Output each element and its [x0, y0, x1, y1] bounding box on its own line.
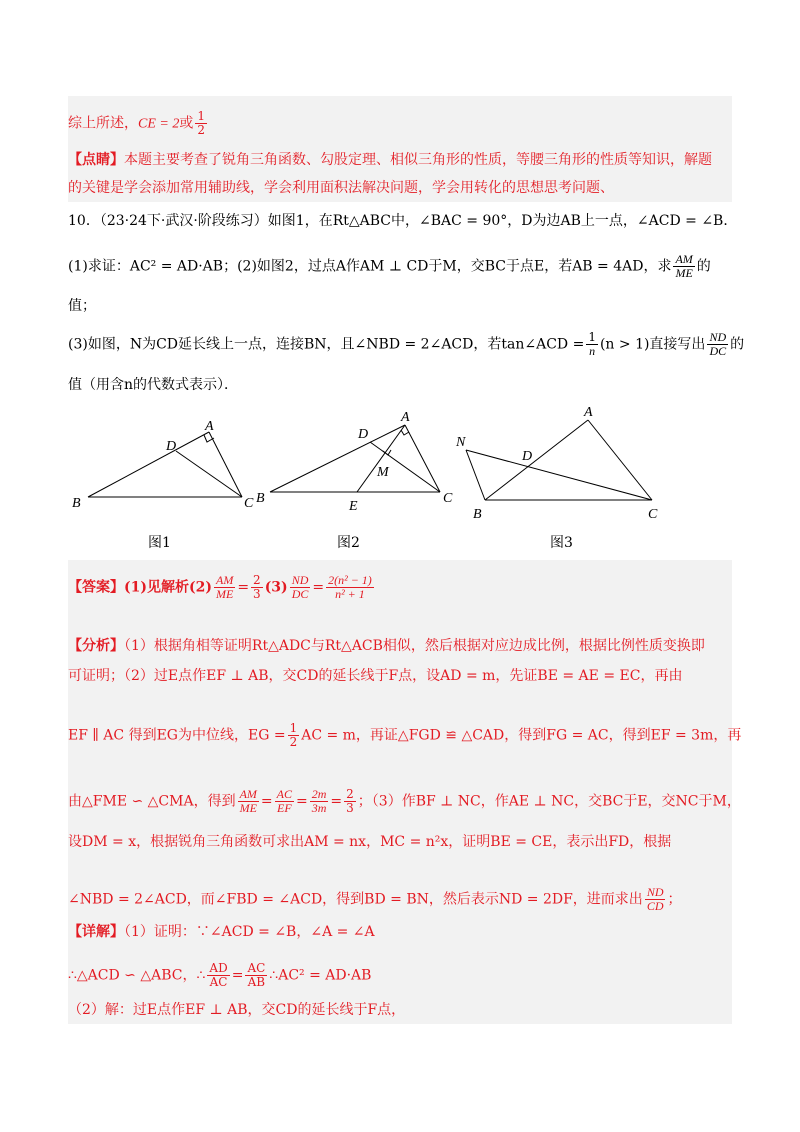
fig1-side-ac: [209, 432, 242, 497]
detail-line-1: 【详解】（1）证明：∵∠ACD = ∠B，∠A = ∠A: [68, 924, 375, 940]
fig1-caption: 图1: [148, 535, 171, 551]
fig3-label-c: C: [648, 507, 658, 522]
analysis-tag: 【分析】: [68, 638, 124, 654]
figure-3: [466, 420, 652, 500]
fig1-label-a: A: [205, 419, 214, 434]
fig1-label-c: C: [244, 496, 254, 511]
problem-line-3: 值；: [68, 298, 96, 314]
detail-line-2: ∴△ACD ∽ △ABC，∴ $\frac{AD}{AC}$ = $\frac{AC}{AB}$ ∴AC² = AD·AB: [68, 961, 372, 989]
fig2-label-e: E: [349, 499, 358, 514]
fig2-side-ac: [405, 425, 440, 492]
fig2-label-c: C: [443, 491, 453, 506]
dianjing-line-1: 【点睛】本题主要考查了锐角三角函数、勾股定理、相似三角形的性质，等腰三角形的性质等知识，解题: [68, 152, 712, 168]
fig3-caption: 图3: [550, 535, 573, 551]
fraction-1-n: $\frac{1}{n}$: [588, 330, 596, 358]
fraction-one-half: $\frac{1}{2}$: [197, 109, 205, 137]
fig3-label-n: N: [456, 435, 466, 450]
figure-2: [270, 425, 440, 492]
dianjing-tag: 【点睛】: [68, 152, 124, 168]
problem-line-2: (1)求证：AC² = AD·AB；(2)如图2，过点A作AM ⊥ CD于M，交BC于点E，若AB = 4AD，求 $\frac{AM}{ME}$ 的: [68, 252, 711, 280]
figure-1: [88, 432, 242, 497]
geometry-figures: [0, 400, 800, 530]
fig3-side-ba: [485, 420, 588, 500]
fig3-label-d: D: [522, 449, 533, 464]
answer-tag: 【答案】: [68, 579, 124, 596]
fig3-segment-nb: [466, 450, 485, 500]
answer-line: 【答案】(1)见解析(2) $\frac{AM}{ME}$ = $\frac{2}{3}$ (3) $\frac{ND}{DC}$ = $\frac{\text{2(n² − 1)}}{\text{n² + 1}}$: [68, 573, 372, 601]
fig2-side-ba: [270, 425, 405, 492]
fig2-label-b: B: [256, 491, 265, 506]
fig3-label-b: B: [473, 507, 482, 522]
dianjing-line-2: 的关键是学会添加常用辅助线，学会利用面积法解决问题，学会用转化的思想思考问题、: [68, 180, 614, 196]
analysis-line-1: 【分析】（1）根据角相等证明Rt△ADC与Rt△ACB相似，然后根据对应边成比例，根据比例性质变换即: [68, 638, 705, 654]
problem-line-4: (3)如图，N为CD延长线上一点，连接BN，且∠NBD = 2∠ACD，若tan∠ACD = $\frac{1}{n}$ (n > 1)直接写出 $\frac{ND}{DC}$ 的: [68, 330, 745, 358]
fraction-nd-dc: $\frac{ND}{DC}$: [709, 330, 727, 358]
conclusion-line: 综上所述，CE = 2或 $\frac{1}{2}$: [68, 109, 205, 137]
analysis-line-2: 可证明；（2）过E点作EF ⊥ AB，交CD的延长线于F点，设AD = m，先证BE = AE = EC，再由: [68, 668, 683, 684]
fraction-am-me: $\frac{AM}{ME}$: [675, 252, 693, 280]
detail-tag: 【详解】: [68, 924, 124, 940]
fig3-side-ac: [588, 420, 652, 500]
fig2-label-a: A: [401, 410, 410, 425]
fig1-right-angle-mark: [204, 435, 214, 442]
problem-statement: [68, 205, 745, 405]
fig1-label-d: D: [166, 439, 177, 454]
analysis-line-5: 设DM = x，根据锐角三角函数可求出AM = nx，MC = n²x，证明BE = CE，表示出FD，根据: [68, 834, 672, 850]
fig2-caption: 图2: [337, 535, 360, 551]
analysis-line-6: ∠NBD = 2∠ACD，而∠FBD = ∠ACD，得到BD = BN，然后表示ND = 2DF，进而求出 $\frac{ND}{CD}$ ；: [68, 885, 682, 913]
detail-line-3: （2）解：过E点作EF ⊥ AB，交CD的延长线于F点，: [68, 1002, 406, 1018]
fig2-label-m: M: [377, 465, 389, 480]
fig1-segment-dc: [176, 451, 242, 497]
fig2-label-d: D: [358, 427, 369, 442]
figure-2-labels: [256, 410, 453, 514]
figure-3-labels: [455, 405, 658, 522]
fig1-label-b: B: [72, 496, 81, 511]
analysis-line-4: 由△FME ∽ △CMA，得到 $\frac{AM}{ME}$ = $\frac{AC}{EF}$ = $\frac{2m}{3m}$ = $\frac{2}{3}$ ；（3）作BF ⊥ NC，作AE ⊥ NC，交BC于E，交NC于M，: [68, 787, 741, 815]
answer-section: [68, 560, 742, 1024]
conclusion-section: [68, 96, 732, 202]
fig3-label-a: A: [584, 405, 593, 420]
problem-line-5: 值（用含n的代数式表示）．: [68, 377, 239, 393]
fig1-side-ba: [88, 432, 209, 497]
problem-line-1: 10．（23·24下·武汉·阶段练习）如图1，在Rt△ABC中，∠BAC = 90°，D为边AB上一点，∠ACD = ∠B．: [68, 213, 738, 229]
analysis-line-3: EF ∥ AC 得到EG为中位线，EG = $\frac{1}{2}$ AC = m，再证△FGD ≌ △CAD，得到FG = AC，得到EF = 3m，再: [68, 721, 742, 749]
